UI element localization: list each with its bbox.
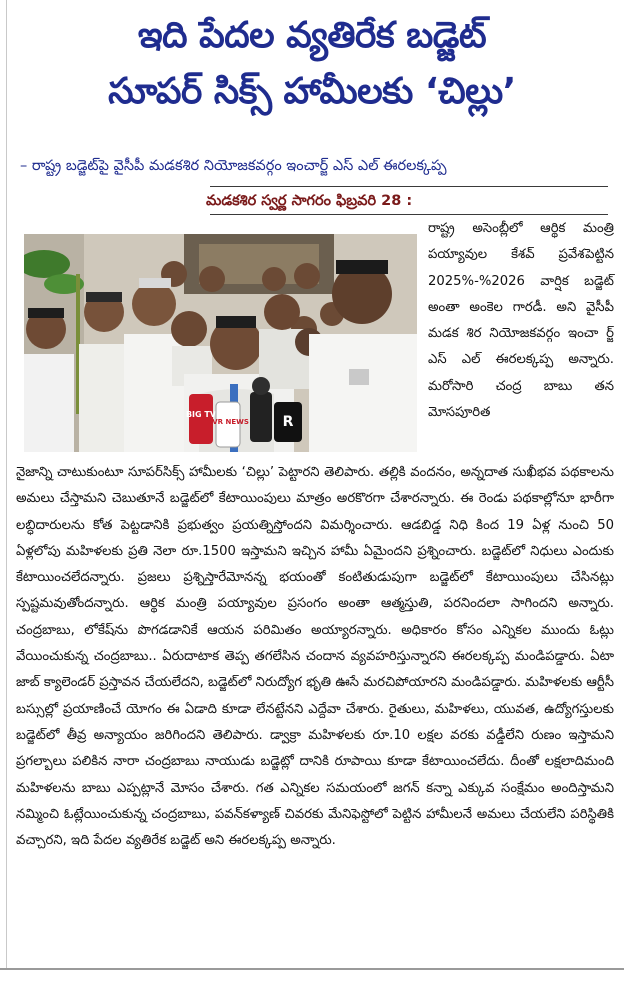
mic-label-r: R (282, 414, 294, 430)
article-body-text: నైజాన్ని చాటుకుంటూ సూపర్‌సిక్స్ హామీలకు ‘చిల్లు’ పెట్టారని తెలిపారు. తల్లికి వందనం, అన్నదాత సుఖీభవ పథకాలను అమలు చేస్తామని చెబుతూనే బడ్జెట్‌లో కేటాయింపులు మాత్రం అరకొరగా చేశారన్నారు. ఈ రెండు పథకాల్లోనూ భారీగా లబ్ధిదారులను కోత పెట్టడానికి ప్రభుత్వం ప్రయత్నిస్తోందని విమర్శించారు. ఆడబిడ్డ నిధి కింద 19 ఏళ్ల నుంచి 50 ఏళ్లలోపు మహిళలకు ప్రతి నెలా రూ.1500 ఇస్తామని ఇచ్చిన హామీ ఏమైందని ప్రశ్నించారు. బడ్జెట్‌లో నిధులు ఎందుకు కేటాయించలేదన్నారు. ప్రజలు ప్రశ్నిస్తారేమోనన్న భయంతో కంటితుడుపుగా బడ్జెట్‌లో కేటాయింపులు చేసినట్లు స్పష్టమవుతోందన్నారు. ఆర్థిక మంత్రి పయ్యావుల ప్రసంగం అంతా ఆత్మస్తుతి, పరనిందలా సాగిందని అన్నారు. చంద్రబాబు, లోకేష్‌ను పొగడడానికే ఆయన పరిమితం అయ్యారన్నారు. అధికారం కోసం ఎన్నికల ముందు ఓట్లు వేయించుకున్న చంద్రబాబు.. ఏరుదాటాక తెప్ప తగలేసిన చందాన వ్యవహరిస్తున్నారని ఈరలక్కప్ప మండిపడ్డారు. ఏటా జాబ్ క్యాలెండర్ ప్రస్తావన చేయలేదని, బడ్జెట్‌లో నిరుద్యోగ భృతి ఊసే మరచిపోయారని మండిపడ్డారు. మహిళలకు ఆర్టీసీ బస్సుల్లో ప్రయాణించే యోగం ఈ ఏడాది కూడా లేనట్టేనని ఎద్దేవా చేశారు. రైతులు, మహిళలు, యువత, ఉద్యోగస్తులకు బడ్జెట్‌లో తీవ్ర అన్యాయం జరిగిందని తెలిపారు. డ్వాక్రా మహిళలకు రూ.10 లక్షల వరకు వడ్డీలేని రుణం ఇస్తామని ప్రగల్బాలు పలికిన నారా చంద్రబాబు నాయుడు బడ్జెట్లో దానికి రూపాయి కూడా కేటాయించలేదు. దీంతో లక్షలాదిమంది మహిళలను బాబు ఎప్పట్లానే మోసం చేశారు. గత ఎన్నికల సమయంలో జగన్ కన్నా ఎక్కువ సంక్షేమం అందిస్తామని నమ్మించి ఓట్లేయించుకున్న చంద్రబాబు, పవన్‌కళ్యాణ్ చివరకు మేనిఫెస్టోలో పెట్టిన హామీలనే అమలు చేయలేని పరిస్థితికి వచ్చారని, ఇది పేదల వ్యతిరేక బడ్జెట్ అని ఈరలక్కప్ప అన్నారు. (16, 465, 614, 849)
headline (0, 8, 624, 120)
subhead-rule (210, 186, 608, 187)
mic-label-cvr-news: CVR NEWS (207, 418, 249, 426)
article-intro-text: రాష్ట్ర అసెంబ్లీలో ఆర్థిక మంత్రి పయ్యావుల కేశవ్ ప్రవేశపెట్టిన 2025%-%2026 వార్షిక బడ్జెట్ అంతా అంకెల గారడీ. అని వైసీపీ మడక శిర నియోజకవర్గం ఇంచా ర్జ్ ఎస్ ఎల్ ఈరలక్కప్ప అన్నారు. మరోసారి చంద్ర బాబు తన మోసపూరిత (428, 221, 614, 421)
headline-line-2: సూపర్ సిక్స్ హామీలకు ‘చిల్లు’ (108, 71, 516, 112)
headline-line-1: ఇది పేదల వ్యతిరేక బడ్జెట్ (137, 15, 487, 56)
subheadline: – రాష్ట్ర బడ్జెట్‌పై వైసీపీ మడకశిర నియోజకవర్గం ఇంచార్జ్ ఎస్ ఎల్ ఈరలక్కప్ప (20, 158, 447, 174)
dateline-rule (210, 214, 608, 215)
left-column-rule (6, 0, 7, 968)
press-meet-photo (24, 234, 417, 452)
bottom-rule (0, 968, 624, 970)
news-photo (24, 234, 417, 452)
mic-label-big-tv: BIG TV (185, 410, 217, 419)
dateline: మడకశిర స్వర్ణ సాగరం ఫిబ్రవరి 28 : (206, 193, 413, 209)
